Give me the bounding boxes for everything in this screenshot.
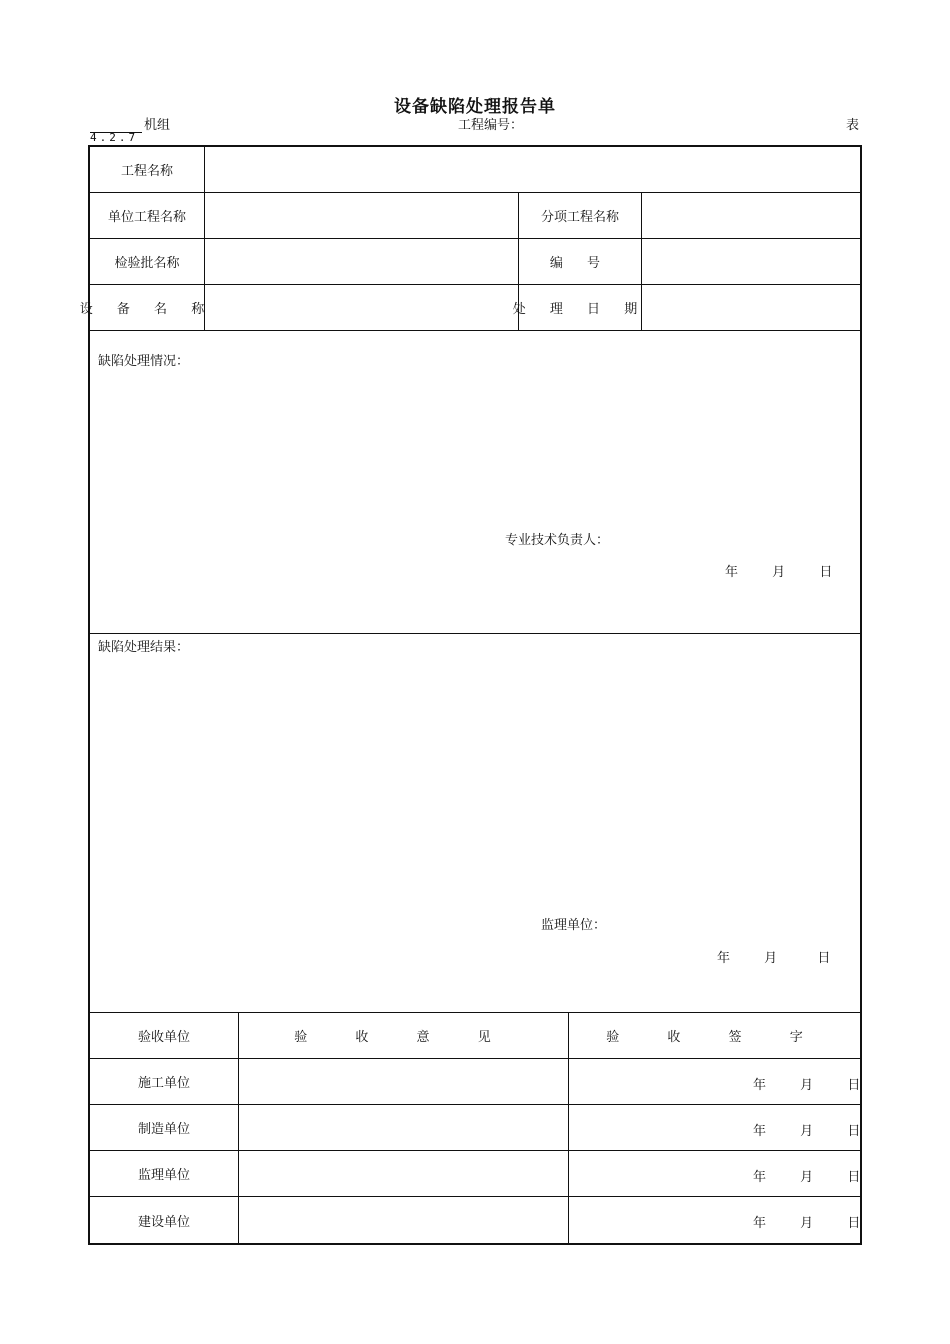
acceptance-opinion-header: 验 收 意 见 (294, 1030, 513, 1045)
opinion-input-construction[interactable] (239, 1059, 568, 1104)
equipment-name-label: 设 备 名 称 (79, 302, 215, 317)
day-label: 日 (847, 1078, 861, 1093)
acceptance-signature-header: 验 收 签 字 (606, 1030, 825, 1045)
acceptance-unit-supervisor: 监理单位 (137, 1168, 190, 1183)
handling-date-label: 处 理 日 期 (512, 302, 648, 317)
opinion-input-supervisor[interactable] (239, 1151, 568, 1196)
opinion-input-owner[interactable] (239, 1197, 568, 1243)
unit-project-input[interactable] (205, 193, 518, 238)
month-label: 月 (800, 1124, 814, 1139)
batch-name-label: 检验批名称 (114, 256, 180, 271)
sub-project-input[interactable] (642, 193, 862, 238)
project-name-input[interactable] (205, 147, 862, 192)
row-divider (90, 330, 860, 331)
unit-project-label: 单位工程名称 (107, 210, 186, 225)
project-name-label: 工程名称 (120, 164, 173, 179)
defect-handling-label: 缺陷处理情况： (98, 354, 190, 369)
signature-date-manufacturer[interactable] (753, 1120, 860, 1139)
unit-suffix: 机组 (144, 118, 171, 133)
supervisor-signer-label: 监理单位： (541, 918, 607, 933)
year-label: 年 (753, 1216, 767, 1231)
number-input[interactable] (642, 239, 862, 284)
acceptance-unit-header: 验收单位 (137, 1030, 190, 1045)
day-label: 日 (817, 951, 831, 966)
acceptance-unit-owner: 建设单位 (137, 1214, 190, 1230)
number-label: 编 号 (549, 256, 611, 271)
signature-date-supervisor[interactable] (753, 1166, 860, 1185)
batch-name-input[interactable] (205, 239, 518, 284)
month-label: 月 (772, 565, 786, 580)
signature-date-owner[interactable] (753, 1212, 860, 1231)
equipment-name-input[interactable] (205, 285, 518, 330)
year-label: 年 (725, 565, 739, 580)
signature-date-construction[interactable] (753, 1074, 860, 1093)
month-label: 月 (764, 951, 778, 966)
defect-handling-text-area[interactable] (90, 377, 862, 537)
year-label: 年 (717, 951, 731, 966)
acceptance-unit-construction: 施工单位 (137, 1076, 190, 1091)
opinion-input-manufacturer[interactable] (239, 1105, 568, 1150)
year-label: 年 (753, 1078, 767, 1093)
day-label: 日 (847, 1170, 861, 1185)
document-title: 设备缺陷处理报告单 (394, 97, 556, 117)
sub-project-label: 分项工程名称 (540, 210, 619, 225)
year-label: 年 (753, 1124, 767, 1139)
defect-result-label: 缺陷处理结果： (98, 640, 190, 655)
defect-result-text-area[interactable] (90, 662, 862, 902)
day-label: 日 (847, 1124, 861, 1139)
day-label: 日 (847, 1216, 861, 1231)
year-label: 年 (753, 1170, 767, 1185)
month-label: 月 (800, 1216, 814, 1231)
form-table (79, 145, 862, 1245)
row-divider (90, 633, 860, 634)
table-number: 4.2.7 (90, 131, 139, 144)
acceptance-unit-manufacturer: 制造单位 (137, 1122, 190, 1137)
month-label: 月 (800, 1078, 814, 1093)
defect-result-date (717, 947, 830, 966)
project-no-label: 工程编号： (458, 118, 524, 133)
table-label: 表 (846, 118, 860, 133)
day-label: 日 (819, 565, 833, 580)
defect-handling-date (725, 561, 832, 580)
handling-date-input[interactable] (642, 285, 862, 330)
tech-lead-signer-label: 专业技术负责人： (505, 533, 610, 548)
month-label: 月 (800, 1170, 814, 1185)
